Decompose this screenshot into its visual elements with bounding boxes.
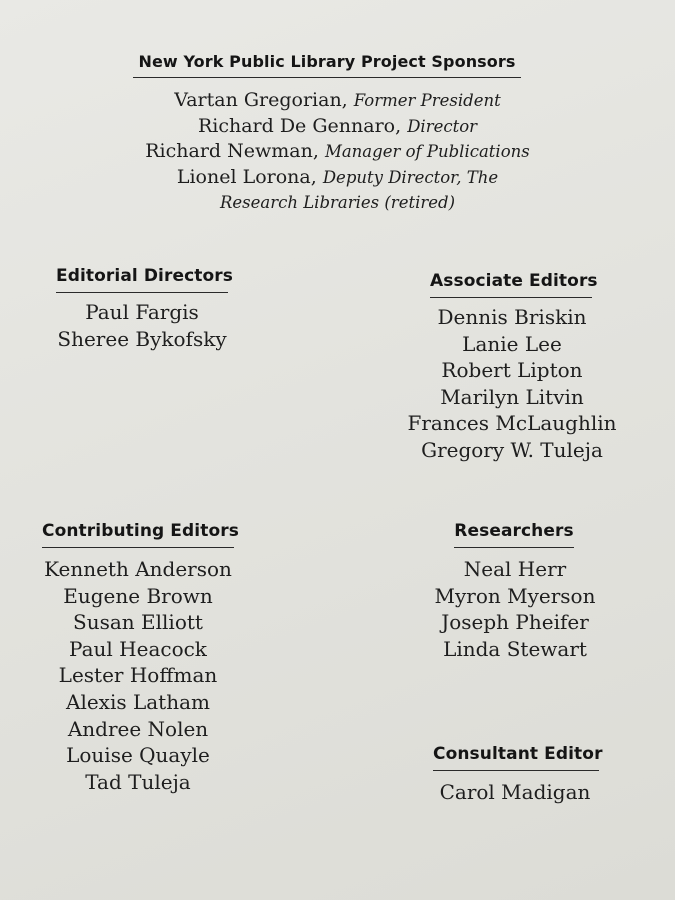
contributing-editor-name: Paul Heacock [69,636,207,661]
contributing-editor-name: Alexis Latham [66,689,210,714]
associate-editor-name: Frances McLaughlin [407,411,617,436]
associate-editor-name: Robert Lipton [441,358,583,383]
associate-editors-list [395,304,629,464]
contributing-editor-name: Tad Tuleja [85,769,191,794]
sponsor-line [0,88,675,114]
associate-editors-heading: Associate Editors [430,271,592,298]
editorial-directors-list [40,299,244,352]
researchers-list [410,556,620,662]
contributing-editors-list [30,556,246,795]
sponsor-name: Richard De Gennaro, [197,114,402,137]
sponsor-line [0,139,675,165]
contributing-editor-name: Susan Elliott [73,610,203,635]
consultant-editor-heading: Consultant Editor [433,744,599,771]
associate-editor-name: Lanie Lee [462,331,562,356]
sponsor-role: Former President [353,91,501,110]
sponsor-line [0,165,675,191]
researcher-name: Linda Stewart [443,636,587,661]
associate-editor-name: Dennis Briskin [437,305,587,329]
contributing-editor-name: Eugene Brown [63,583,213,608]
contributing-editors-heading: Contributing Editors [42,521,234,548]
sponsor-role: Research Libraries (retired) [219,193,456,213]
sponsors-heading: New York Public Library Project Sponsors [133,52,521,78]
contributing-editor-name: Kenneth Anderson [44,557,232,581]
sponsor-name: Vartan Gregorian, [174,89,348,111]
consultant-editor-list [410,779,620,806]
sponsor-name: Richard Newman, [145,140,319,163]
associate-editor-name: Gregory W. Tuleja [421,437,603,462]
sponsor-role: Director [407,116,478,136]
associate-editor-name: Marilyn Litvin [440,384,584,409]
sponsor-line [0,190,675,216]
consultant-editor-name: Carol Madigan [439,780,591,804]
contributing-editor-name: Lester Hoffman [58,663,218,688]
researcher-name: Joseph Pheifer [441,610,589,635]
contributing-editor-name: Louise Quayle [66,743,210,768]
sponsor-role: Deputy Director, The [322,167,499,187]
editorial-directors-heading: Editorial Directors [56,266,228,293]
researchers-heading: Researchers [454,521,574,548]
sponsor-line [0,114,675,140]
editorial-director-name: Sheree Bykofsky [57,326,227,351]
contributing-editor-name: Andree Nolen [67,716,209,741]
editorial-director-name: Paul Fargis [85,300,199,324]
researcher-name: Neal Herr [463,557,567,581]
sponsors-list [0,88,675,216]
sponsor-role: Manager of Publications [324,142,530,162]
sponsor-name: Lionel Lorona, [176,165,317,188]
researcher-name: Myron Myerson [434,583,596,608]
